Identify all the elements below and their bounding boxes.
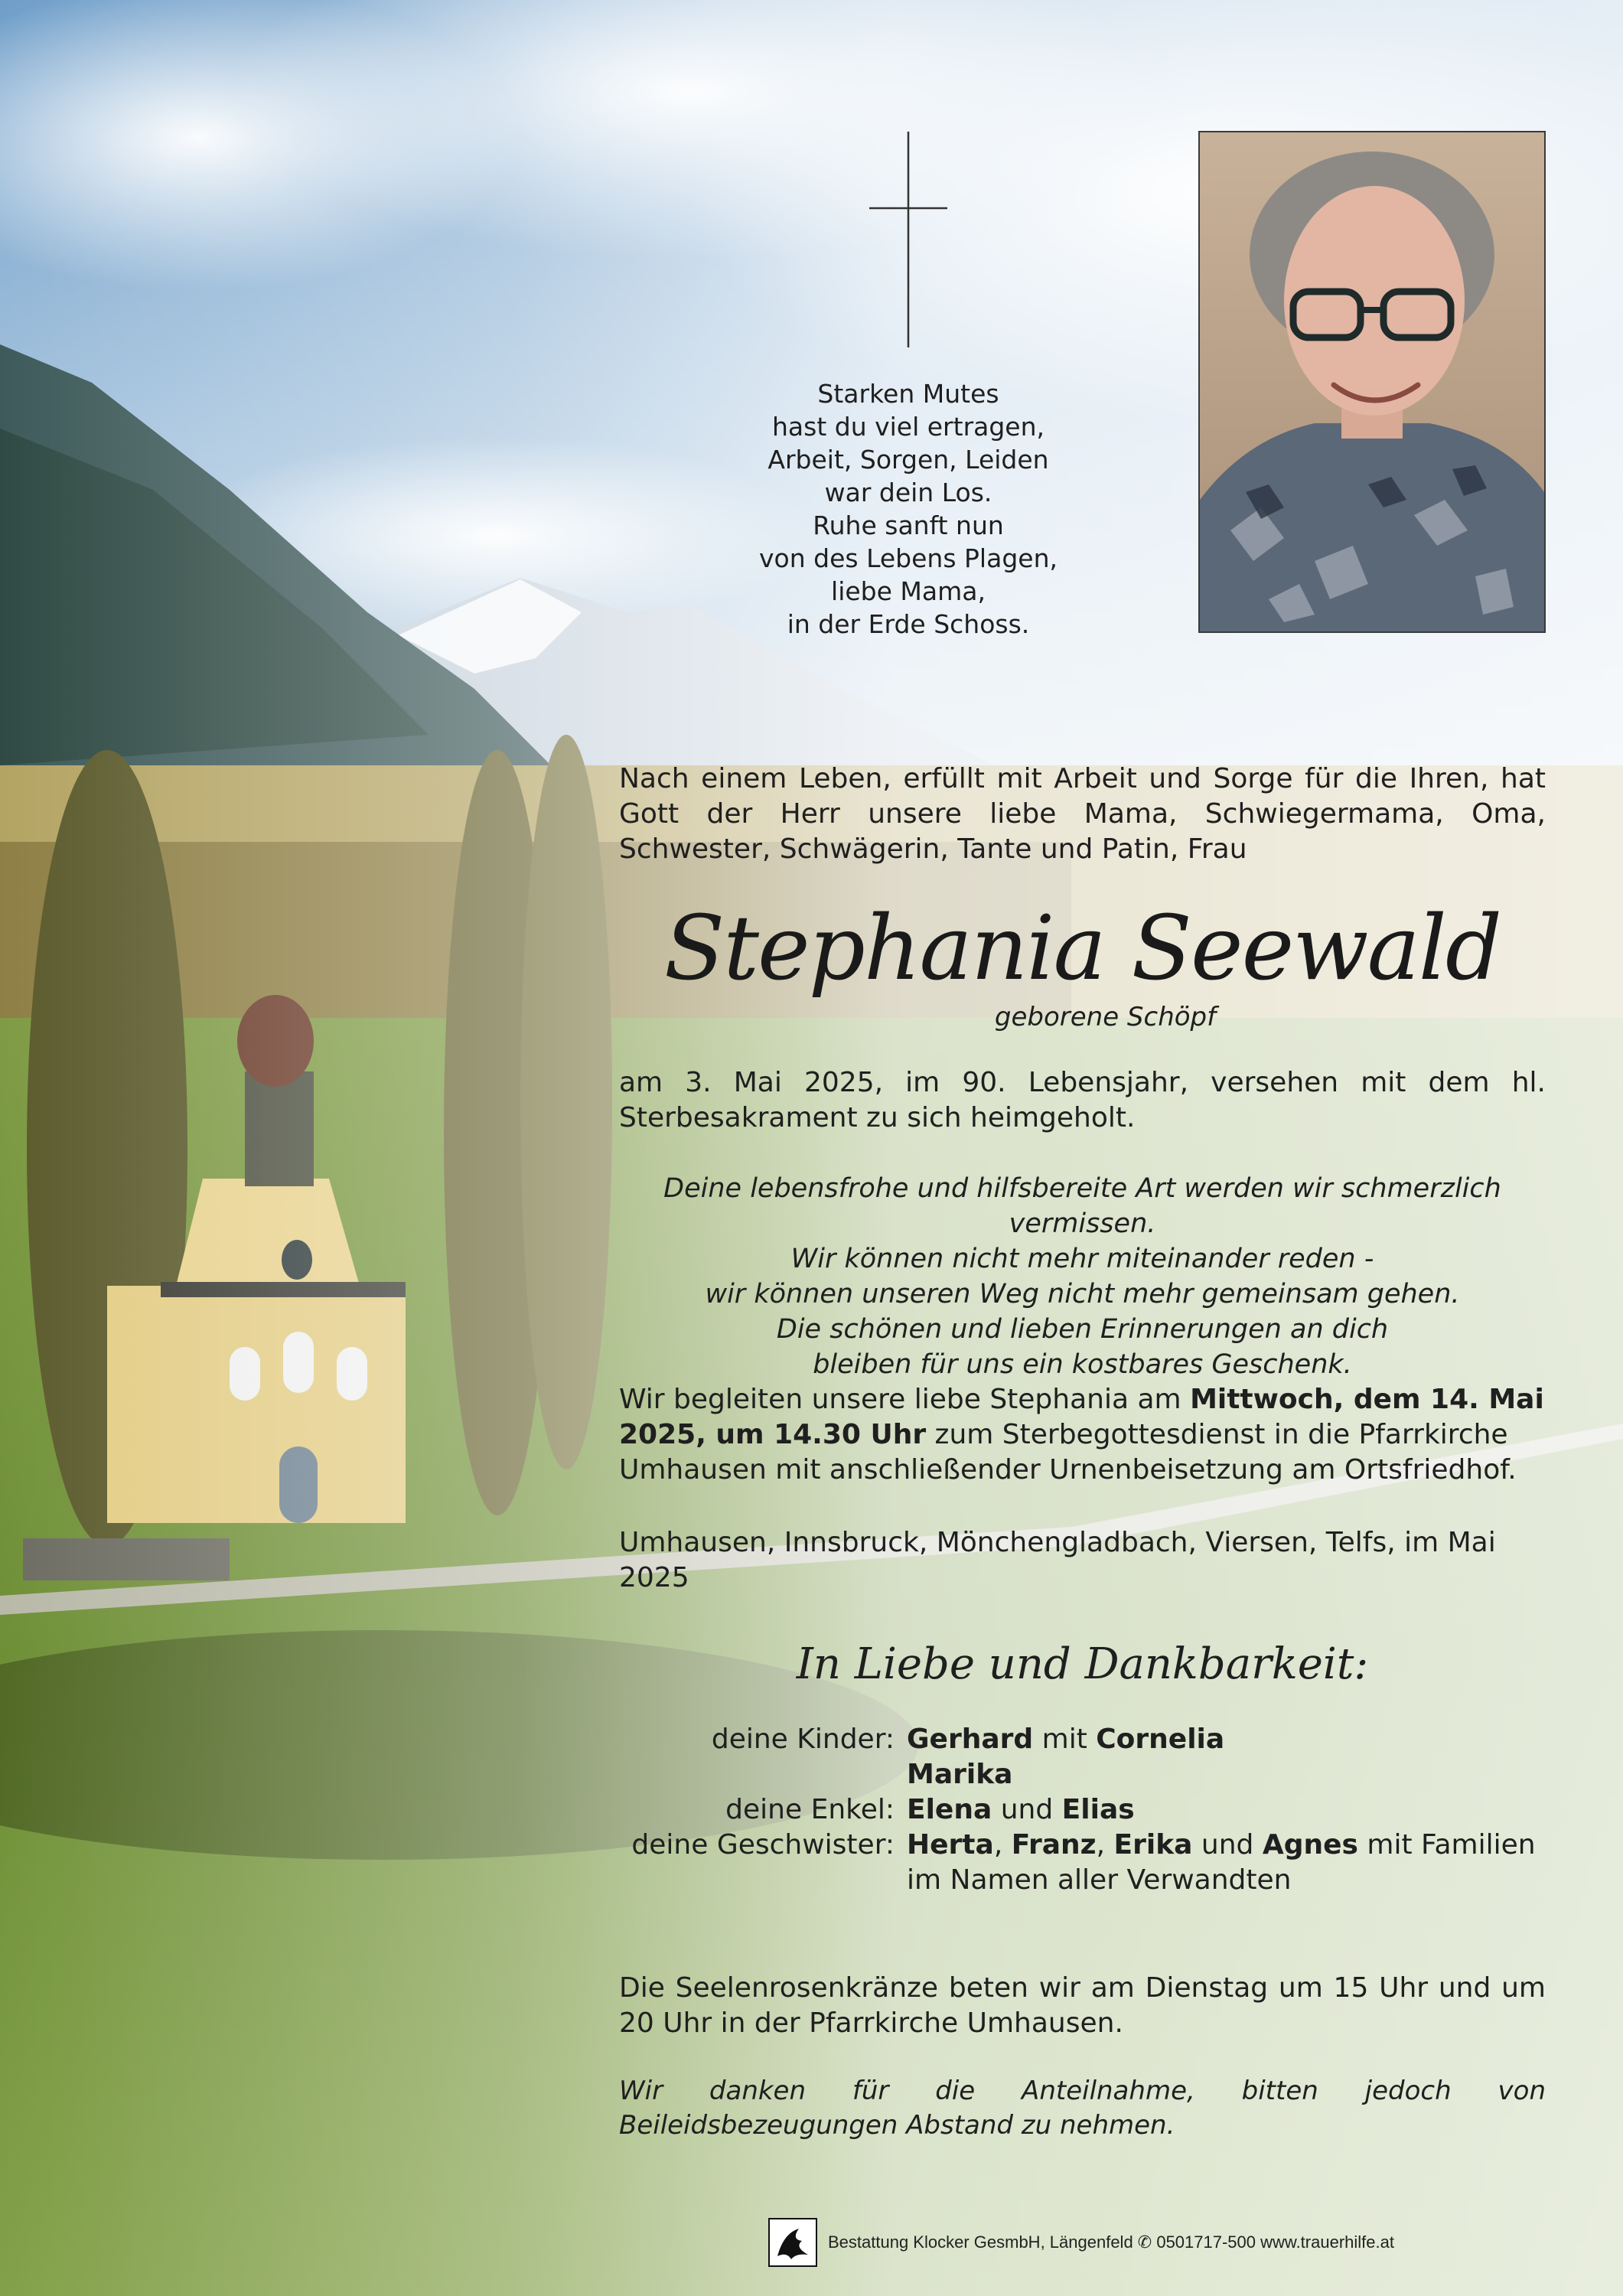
intro-text: Nach einem Leben, erfüllt mit Arbeit und Sorge für die Ihren, hat Gott der Herr unsere liebe Mama, Schwiegermama, Oma, Schwester, Schwägerin, Tante und Patin, Frau: [619, 763, 1546, 865]
poem-line: war dein Los.: [824, 478, 992, 507]
grandchild-name: Elias: [1061, 1794, 1135, 1825]
family-row-relatives: [619, 1863, 1546, 1898]
child-name: Gerhard: [907, 1724, 1034, 1755]
quote-line: Wir können nicht mehr miteinander reden -: [790, 1244, 1374, 1274]
poem-line: von des Lebens Plagen,: [759, 543, 1058, 573]
poem-line: liebe Mama,: [831, 576, 986, 606]
quote-line: Die schönen und lieben Erinnerungen an dich: [776, 1314, 1389, 1345]
footer-text: Bestattung Klocker GesmbH, Längenfeld ✆ 0501717-500 www.trauerhilfe.at: [828, 2232, 1394, 2252]
child-name: Marika: [907, 1759, 1013, 1790]
family-list: [619, 1722, 1546, 1898]
poem-line: Starken Mutes: [817, 379, 999, 409]
portrait-photo: [1198, 131, 1546, 633]
cross-icon: [869, 132, 947, 347]
footer: [768, 2216, 1394, 2269]
funeral-text-2: zum Sterbegottesdienst in die Pfarrkirche Umhausen mit anschließender Urnenbeisetzung am Ortsfriedhof.: [619, 1419, 1517, 1486]
deceased-name: Stephania Seewald: [663, 897, 1501, 1000]
grandchildren-label: deine Enkel:: [725, 1794, 895, 1825]
rosary-notice: Die Seelenrosenkränze beten wir am Dienstag um 15 Uhr und um 20 Uhr in der Pfarrkirche Umhausen.: [619, 1972, 1546, 2039]
funeral-text-1: Wir begleiten unsere liebe Stephania am: [619, 1384, 1191, 1415]
places-date: Umhausen, Innsbruck, Mönchengladbach, Viersen, Telfs, im Mai 2025: [619, 1527, 1496, 1593]
funeral-details: [619, 1382, 1546, 1488]
separator: ,: [993, 1829, 1003, 1861]
separator: ,: [1096, 1829, 1106, 1861]
thanks-title: In Liebe und Dankbarkeit:: [796, 1639, 1369, 1689]
poem: [689, 377, 1128, 641]
remembrance-quote: [619, 1171, 1546, 1382]
closing-note: Wir danken für die Anteilnahme, bitten jedoch von Beileidsbezeugungen Abstand zu nehmen.: [619, 2076, 1546, 2141]
death-notice: am 3. Mai 2025, im 90. Lebensjahr, versehen mit dem hl. Sterbesakrament zu sich heimgeholt.: [619, 1067, 1546, 1133]
quote-line: bleiben für uns ein kostbares Geschenk.: [813, 1349, 1352, 1380]
poem-line: Arbeit, Sorgen, Leiden: [768, 445, 1049, 475]
family-row-grandchildren: [619, 1792, 1546, 1828]
conjunction: und: [1000, 1794, 1054, 1825]
sibling-name: Franz: [1011, 1829, 1097, 1861]
poem-line: Ruhe sanft nun: [813, 510, 1004, 540]
funeral-datetime: Mittwoch, dem 14. Mai 2025, um 14.30 Uhr: [619, 1384, 1544, 1450]
relatives-text: im Namen aller Verwandten: [907, 1864, 1292, 1896]
sibling-name: Erika: [1113, 1829, 1193, 1861]
sibling-name: Agnes: [1262, 1829, 1358, 1861]
quote-line: Deine lebensfrohe und hilfsbereite Art werden wir schmerzlich vermissen.: [663, 1173, 1501, 1239]
funeral-home-logo-icon: [768, 2218, 817, 2267]
with-families: mit Familien: [1367, 1829, 1536, 1861]
quote-line: wir können unseren Weg nicht mehr gemeinsam gehen.: [705, 1279, 1460, 1309]
birth-name: geborene Schöpf: [994, 1002, 1217, 1032]
poem-line: hast du viel ertragen,: [771, 412, 1045, 442]
family-row-children: [619, 1722, 1546, 1757]
family-row-siblings: [619, 1828, 1546, 1863]
conjunction: mit: [1041, 1724, 1087, 1755]
conjunction: und: [1201, 1829, 1254, 1861]
grandchild-name: Elena: [907, 1794, 992, 1825]
siblings-label: deine Geschwister:: [631, 1829, 895, 1861]
sibling-name: Herta: [907, 1829, 994, 1861]
child-partner-name: Cornelia: [1096, 1724, 1225, 1755]
children-label: deine Kinder:: [711, 1724, 895, 1755]
family-row-children-2: [619, 1757, 1546, 1792]
poem-line: in der Erde Schoss.: [787, 609, 1030, 639]
